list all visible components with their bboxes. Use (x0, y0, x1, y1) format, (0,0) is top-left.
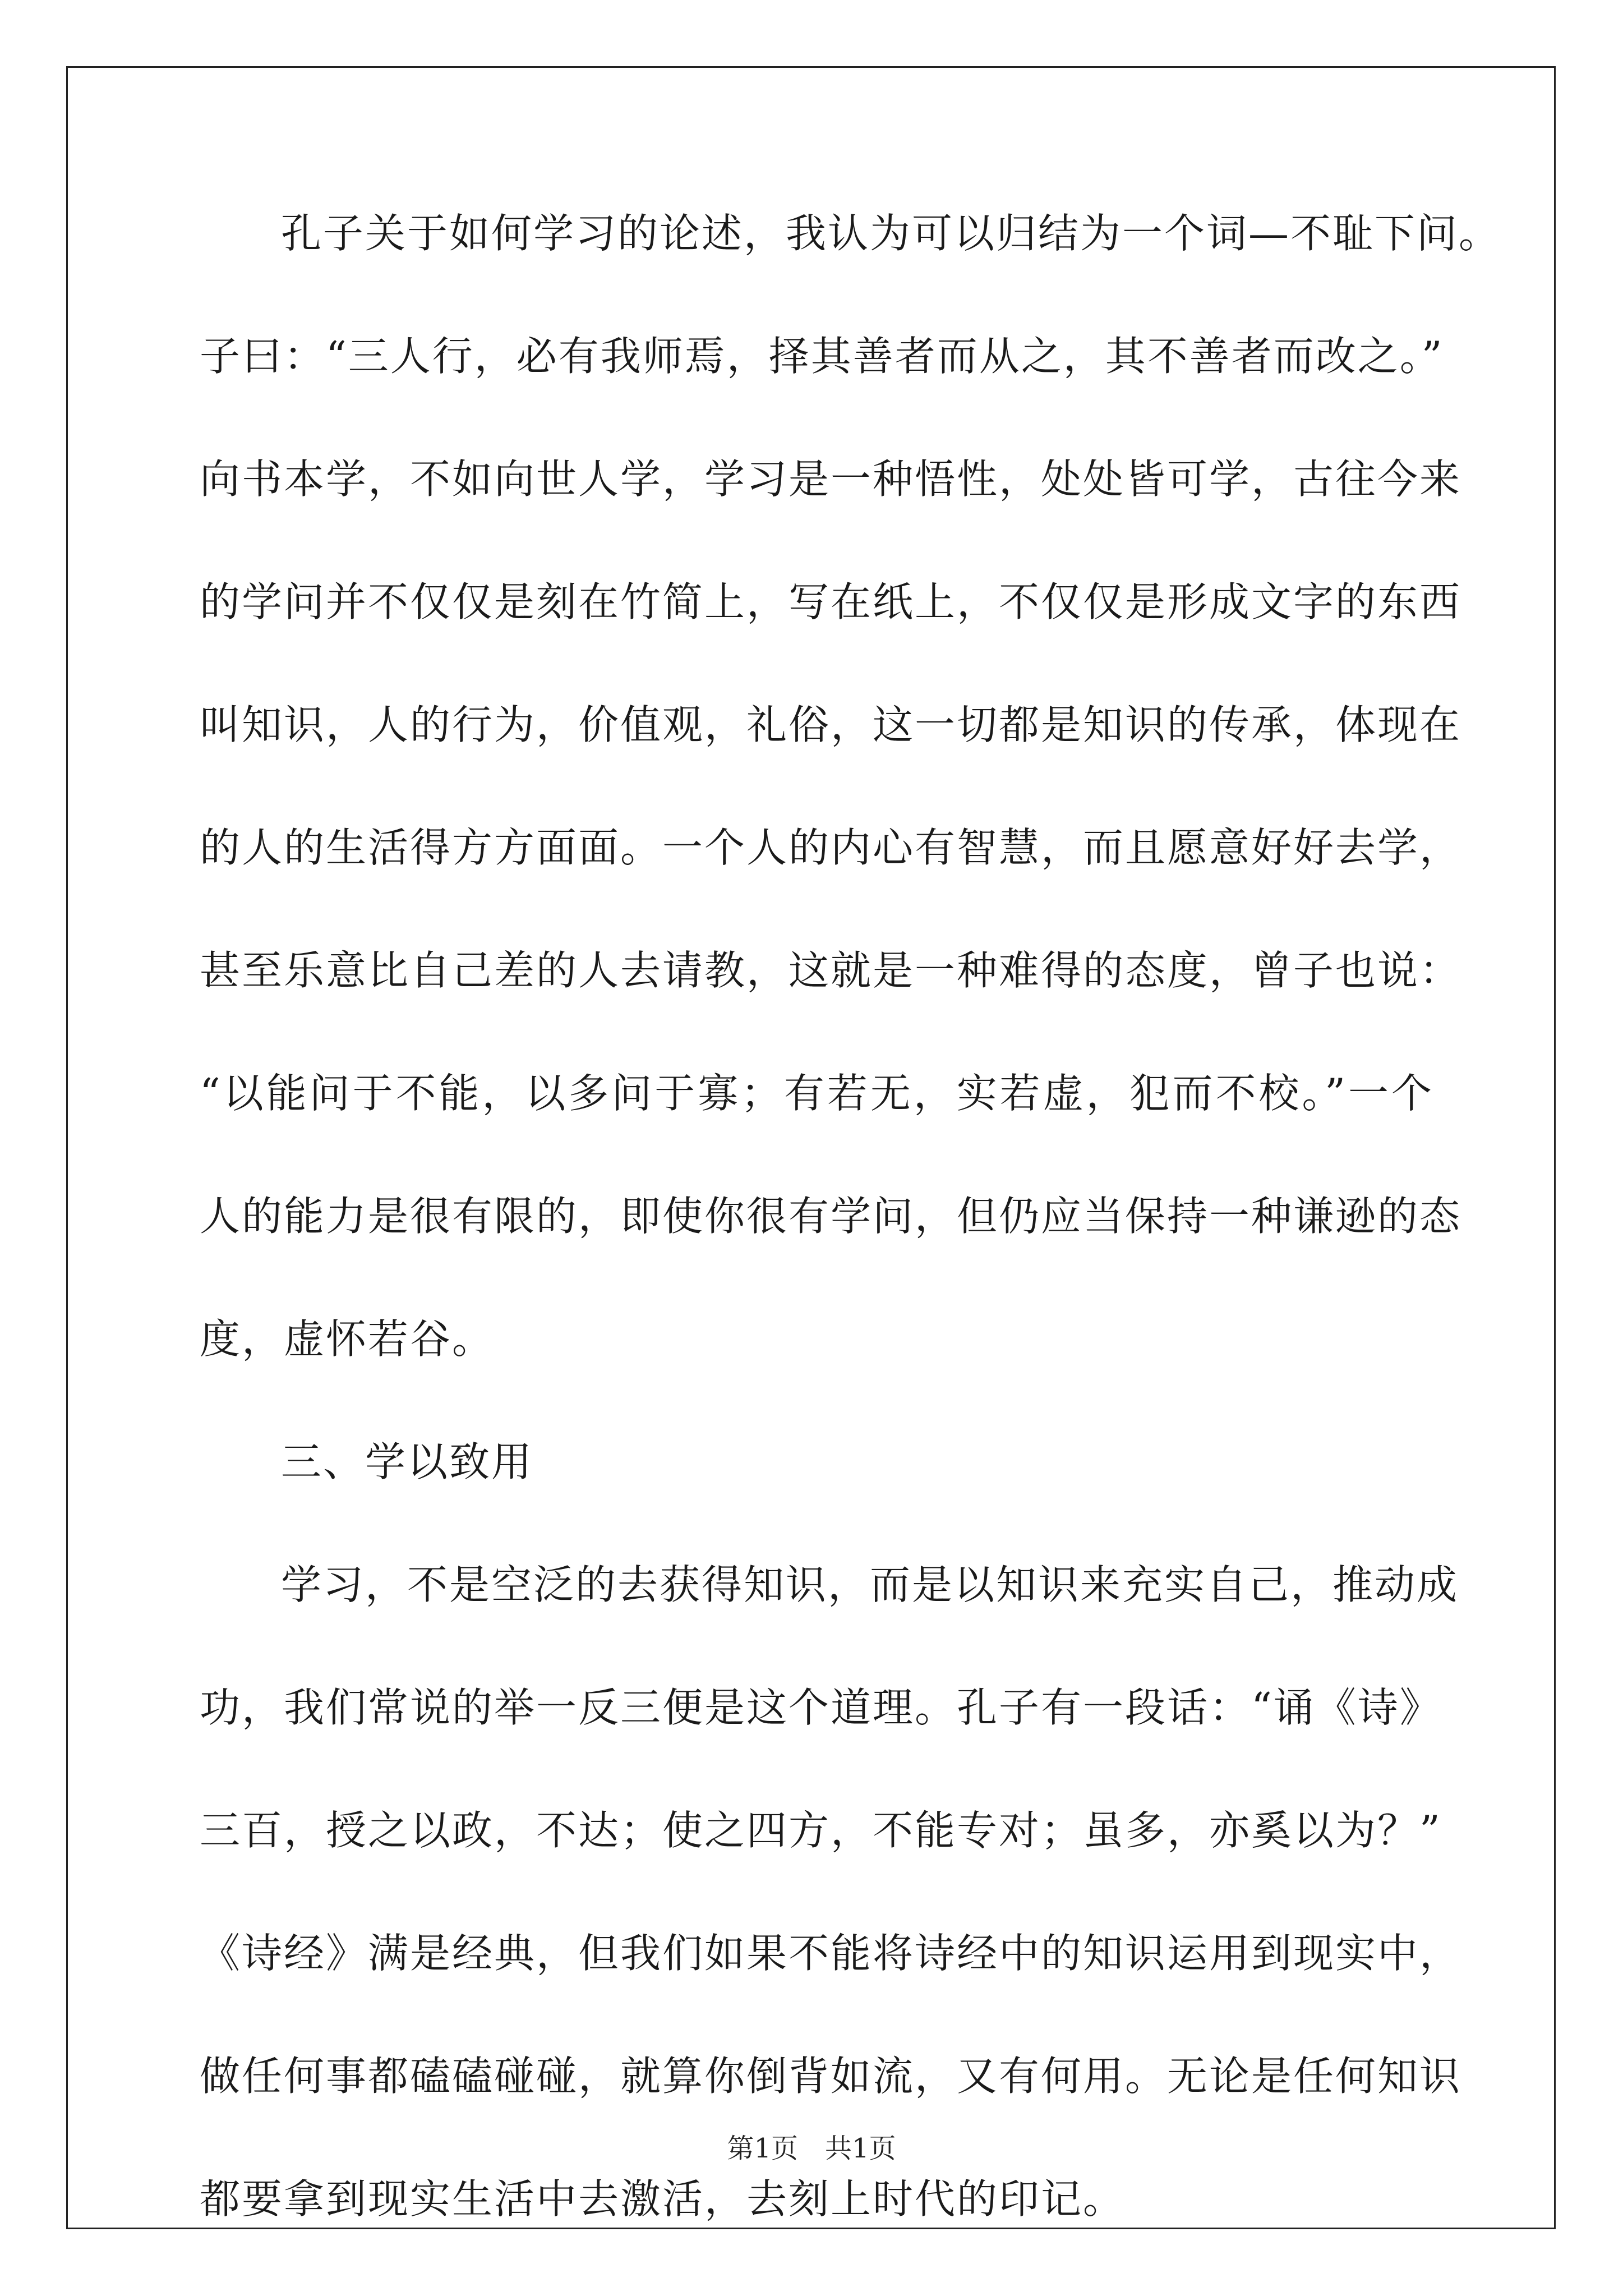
text-line: 做任何事都磕磕碰碰，就算你倒背如流，又有何用。无论是任何知识 (200, 2053, 1462, 2100)
text-line: 学习，不是空泛的去获得知识，而是以知识来充实自己，推动成 (281, 1561, 1459, 1608)
text-line: 功，我们常说的举一反三便是这个道理。孔子有一段话：“诵《诗》 (200, 1684, 1442, 1731)
text-line: 孔子关于如何学习的论述，我认为可以归结为一个词—不耻下问。 (281, 210, 1501, 257)
page-total: 共1页 (825, 2133, 896, 2164)
text-line: “以能问于不能，以多问于寡；有若无，实若虚，犯而不校。”一个 (200, 1070, 1433, 1117)
text-line: 三百，授之以政，不达；使之四方，不能专对；虽多，亦奚以为？” (200, 1807, 1442, 1854)
section-heading: 三、学以致用 (281, 1438, 534, 1485)
text-line: 都要拿到现实生活中去激活，去刻上时代的印记。 (200, 2175, 1126, 2223)
text-line: 度，虚怀若谷。 (200, 1315, 495, 1363)
page-number: 第1页 (727, 2133, 798, 2164)
text-line: 的学问并不仅仅是刻在竹简上，写在纸上，不仅仅是形成文字的东西 (200, 578, 1462, 625)
text-line: 子曰：“三人行，必有我师焉，择其善者而从之，其不善者而改之。” (200, 333, 1444, 380)
page-footer (0, 2132, 1623, 2165)
document-body (200, 208, 1501, 2296)
text-line: 《诗经》满是经典，但我们如果不能将诗经中的知识运用到现实中， (200, 1930, 1462, 1977)
text-line: 人的能力是很有限的，即使你很有学问，但仍应当保持一种谦逊的态 (200, 1193, 1462, 1240)
text-line: 的人的生活得方方面面。一个人的内心有智慧，而且愿意好好去学， (200, 824, 1462, 871)
text-line: 向书本学，不如向世人学，学习是一种悟性，处处皆可学，古往今来 (200, 455, 1462, 503)
text-line: 叫知识，人的行为，价值观，礼俗，这一切都是知识的传承，体现在 (200, 701, 1462, 748)
text-line: 甚至乐意比自己差的人去请教，这就是一种难得的态度，曾子也说： (200, 947, 1462, 994)
